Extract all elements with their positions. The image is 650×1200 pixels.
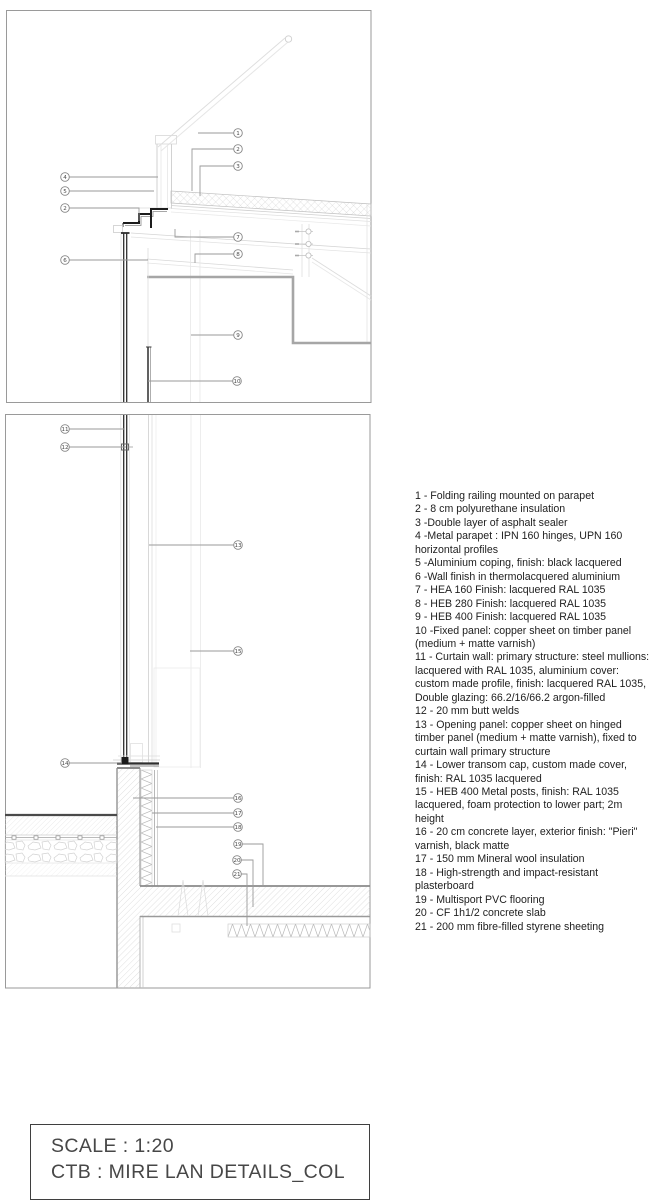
legend-item: 17 - 150 mm Mineral wool insulation — [415, 853, 585, 866]
exterior-ground-layers — [5, 815, 117, 876]
leader-line — [192, 149, 238, 191]
callout-number: 7 — [236, 235, 240, 242]
legend-item: 2 - 8 cm polyurethane insulation — [415, 503, 566, 516]
roof-structure — [131, 205, 371, 402]
leader-line — [238, 844, 263, 887]
title-block — [30, 1124, 370, 1200]
callout-number: 10 — [233, 379, 241, 386]
callout-number: 6 — [63, 258, 67, 265]
interior-ceiling-outline — [147, 277, 371, 343]
callout-number: 18 — [234, 825, 242, 832]
concrete-wall — [117, 768, 143, 988]
callout-number: 2 — [63, 206, 67, 213]
legend-item: 8 - HEB 280 Finish: lacquered RAL 1035 — [415, 597, 606, 610]
callout-number: 17 — [234, 811, 242, 818]
legend-item: 18 - High-strength and impact-resistant plasterboard — [415, 866, 599, 893]
bolt-symbols — [295, 229, 313, 258]
styrene-sheeting — [228, 924, 370, 937]
legend-item: 20 - CF 1h1/2 concrete slab — [415, 907, 546, 920]
legend-item: 21 - 200 mm fibre-filled styrene sheeting — [415, 920, 605, 933]
callout-number: 15 — [234, 649, 242, 656]
callout-number: 4 — [63, 175, 67, 182]
callout-number: 2 — [236, 147, 240, 154]
mineral-wool-insulation — [141, 770, 152, 886]
legend-item: 9 - HEB 400 Finish: lacquered RAL 1035 — [415, 611, 606, 624]
callout-number: 3 — [236, 164, 240, 171]
legend-item: 15 - HEB 400 Metal posts, finish: RAL 1035 lacquered, foam protection to lower part; 2m height — [415, 785, 623, 825]
callout-number: 8 — [236, 252, 240, 259]
leader-line — [195, 254, 238, 263]
leader-line — [175, 229, 238, 237]
foam-protection-zone — [154, 668, 200, 767]
callout-number: 12 — [61, 445, 69, 452]
callout-number: 14 — [61, 761, 69, 768]
leader-line — [65, 208, 139, 221]
floor-slab — [140, 886, 370, 917]
aluminium-coping-profile — [114, 209, 169, 233]
legend-item: 11 - Curtain wall: primary structure: steel mullions: lacquered with RAL 1035, aluminium cover: custom made profile, finish: lacquered RAL 1035, Double glazing: 66.2/16/66.2 argon-filled — [415, 651, 650, 704]
callout-number: 9 — [236, 333, 240, 340]
curtain-wall-mullion — [121, 233, 130, 402]
callout-number: 16 — [234, 796, 242, 803]
roof-insulation-band — [171, 191, 371, 226]
callout-number: 11 — [61, 427, 69, 434]
callout-number: 20 — [233, 858, 241, 865]
legend-item: 3 -Double layer of asphalt sealer — [415, 516, 568, 529]
legend-item: 12 - 20 mm butt welds — [415, 705, 520, 718]
legend-item: 10 -Fixed panel: copper sheet on timber panel (medium + matte varnish) — [415, 624, 632, 650]
legend-item: 5 -Aluminium coping, finish: black lacquered — [415, 557, 622, 570]
lower-detail-panel — [5, 415, 370, 989]
fixed-panel-face — [146, 248, 152, 402]
callout-number: 5 — [63, 189, 67, 196]
legend-item: 7 - HEA 160 Finish: lacquered RAL 1035 — [415, 584, 606, 597]
legend-item: 14 - Lower transom cap, custom made cover, finish: RAL 1035 lacquered — [415, 759, 627, 785]
plasterboard — [155, 770, 158, 886]
bolt-icon — [295, 253, 313, 258]
bolt-icon — [295, 229, 313, 234]
legend-item: 16 - 20 cm concrete layer, exterior finish: "Pieri" varnish, black matte — [415, 826, 638, 852]
leader-line — [200, 166, 238, 196]
ctb-label: CTB : MIRE LAN DETAILS_COL — [51, 1161, 345, 1183]
metal-parapet — [123, 136, 177, 210]
opening-panel-lines — [149, 415, 201, 768]
legend-item: 6 -Wall finish in thermolacquered aluminium — [415, 570, 621, 583]
legend-item: 1 - Folding railing mounted on parapet — [415, 490, 595, 502]
legend-item: 13 - Opening panel: copper sheet on hinged timber panel (medium + matte varnish), fixed to curtain wall primary structure — [415, 718, 637, 758]
curtain-wall-mullion-lower — [121, 415, 133, 763]
bolt-icon — [295, 241, 313, 246]
callout-number: 21 — [233, 872, 241, 879]
legend-item: 19 - Multisport PVC flooring — [415, 893, 545, 906]
folding-railing — [158, 36, 292, 154]
callout-number: 13 — [234, 543, 242, 550]
legend-item: 4 -Metal parapet : IPN 160 hinges, UPN 160 horizontal profiles — [415, 530, 623, 556]
callout-number: 19 — [234, 842, 242, 849]
upper-detail-panel — [7, 11, 372, 403]
scale-label: SCALE : 1:20 — [51, 1135, 174, 1157]
legend — [415, 490, 650, 934]
callout-number: 1 — [236, 131, 240, 138]
